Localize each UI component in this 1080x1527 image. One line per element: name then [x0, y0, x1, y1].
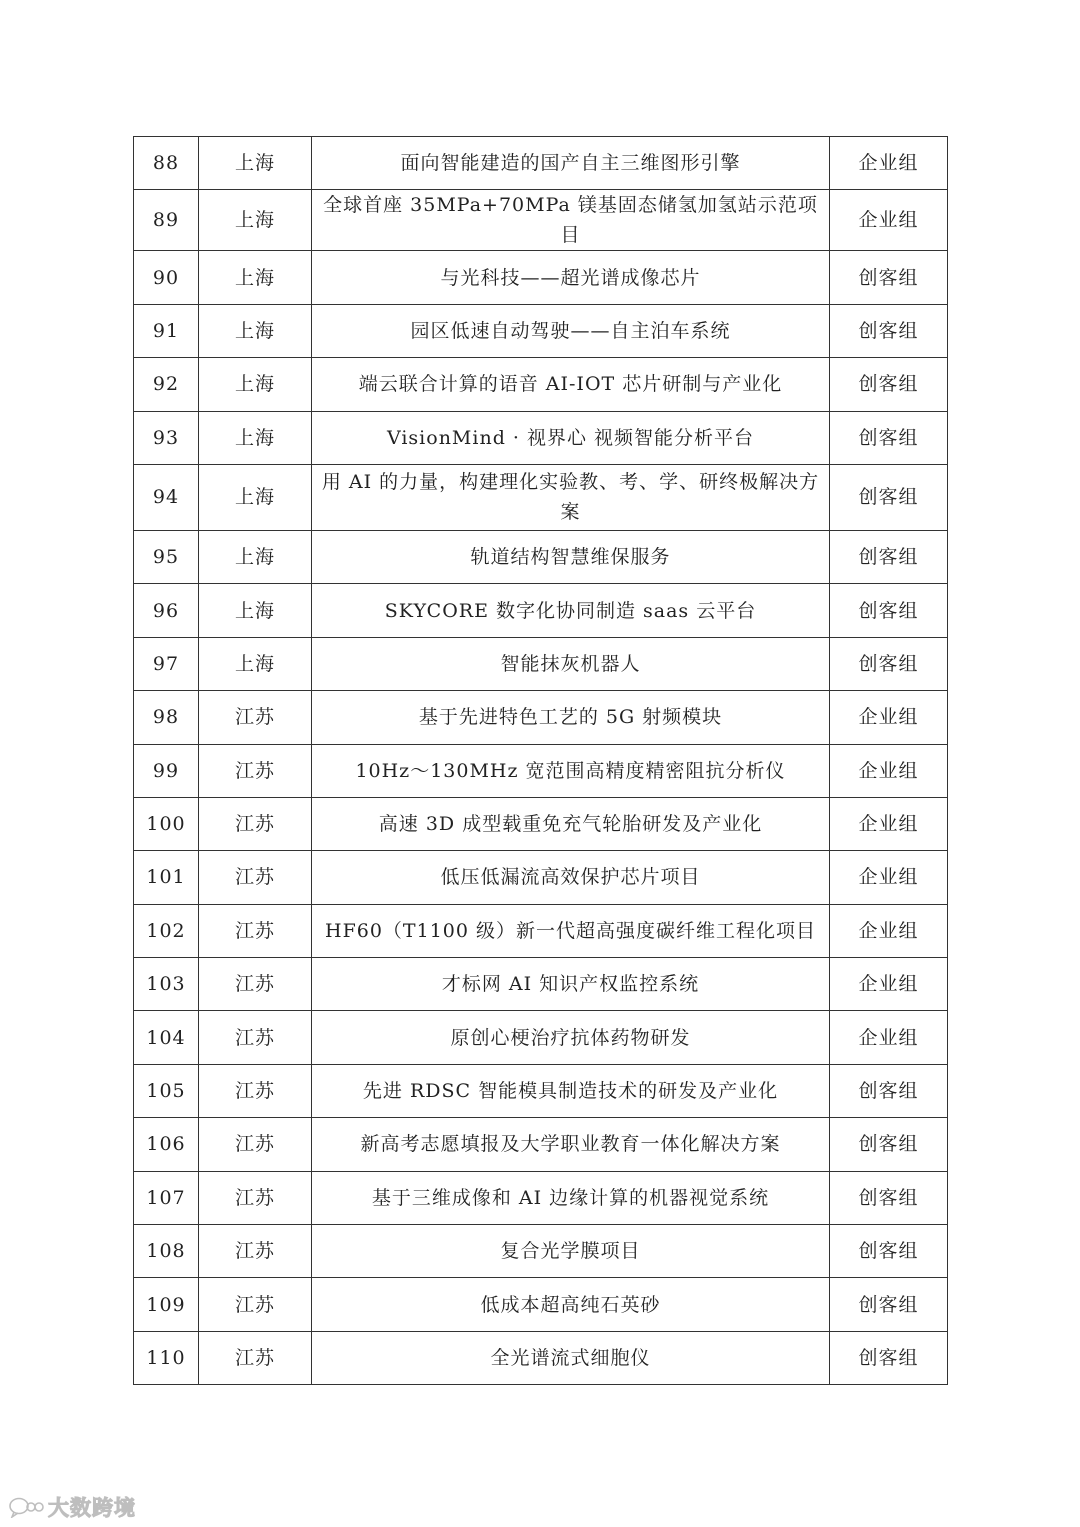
row-group: 创客组 — [830, 304, 948, 357]
table-row — [134, 137, 948, 190]
row-group: 创客组 — [830, 530, 948, 583]
table-row — [134, 251, 948, 304]
row-group: 创客组 — [830, 1171, 948, 1224]
row-project: 新高考志愿填报及大学职业教育一体化解决方案 — [312, 1118, 830, 1171]
row-project: 高速 3D 成型载重免充气轮胎研发及产业化 — [312, 797, 830, 850]
row-region: 上海 — [199, 358, 312, 411]
watermark — [8, 1492, 136, 1522]
row-project: 低成本超高纯石英砂 — [312, 1278, 830, 1331]
row-project: 用 AI 的力量，构建理化实验教、考、学、研终极解决方案 — [312, 464, 830, 530]
table-row — [134, 304, 948, 357]
row-group: 创客组 — [830, 584, 948, 637]
row-region: 上海 — [199, 530, 312, 583]
row-group: 企业组 — [830, 744, 948, 797]
table-row — [134, 691, 948, 744]
row-group: 企业组 — [830, 137, 948, 190]
row-number: 98 — [134, 691, 199, 744]
row-number: 97 — [134, 637, 199, 690]
row-number: 88 — [134, 137, 199, 190]
row-number: 89 — [134, 190, 199, 251]
row-project: 智能抹灰机器人 — [312, 637, 830, 690]
row-group: 创客组 — [830, 464, 948, 530]
table-row — [134, 1118, 948, 1171]
row-group: 企业组 — [830, 691, 948, 744]
table-row — [134, 958, 948, 1011]
row-project: 10Hz～130MHz 宽范围高精度精密阻抗分析仪 — [312, 744, 830, 797]
row-project: 先进 RDSC 智能模具制造技术的研发及产业化 — [312, 1064, 830, 1117]
row-region: 上海 — [199, 411, 312, 464]
row-project: HF60（T1100 级）新一代超高强度碳纤维工程化项目 — [312, 904, 830, 957]
row-region: 江苏 — [199, 1278, 312, 1331]
row-project: 全球首座 35MPa+70MPa 镁基固态储氢加氢站示范项目 — [312, 190, 830, 251]
row-number: 91 — [134, 304, 199, 357]
row-region: 江苏 — [199, 958, 312, 1011]
row-project: VisionMind · 视界心 视频智能分析平台 — [312, 411, 830, 464]
row-number: 90 — [134, 251, 199, 304]
row-region: 江苏 — [199, 1225, 312, 1278]
table-row — [134, 190, 948, 251]
row-group: 企业组 — [830, 190, 948, 251]
row-region: 江苏 — [199, 1064, 312, 1117]
chat-bubble-logo-icon — [8, 1496, 44, 1518]
row-project: 面向智能建造的国产自主三维图形引擎 — [312, 137, 830, 190]
table-row — [134, 530, 948, 583]
row-group: 创客组 — [830, 1225, 948, 1278]
row-number: 103 — [134, 958, 199, 1011]
table-row — [134, 1064, 948, 1117]
table-body — [134, 137, 948, 1385]
row-group: 创客组 — [830, 1118, 948, 1171]
row-group: 创客组 — [830, 411, 948, 464]
row-group: 企业组 — [830, 851, 948, 904]
row-number: 100 — [134, 797, 199, 850]
row-region: 上海 — [199, 137, 312, 190]
table-row — [134, 1011, 948, 1064]
row-number: 96 — [134, 584, 199, 637]
row-region: 上海 — [199, 464, 312, 530]
row-number: 94 — [134, 464, 199, 530]
table-row — [134, 1331, 948, 1384]
table-row — [134, 904, 948, 957]
row-group: 企业组 — [830, 797, 948, 850]
row-group: 企业组 — [830, 1011, 948, 1064]
row-region: 江苏 — [199, 1331, 312, 1384]
table-row — [134, 584, 948, 637]
row-project: 低压低漏流高效保护芯片项目 — [312, 851, 830, 904]
row-number: 105 — [134, 1064, 199, 1117]
row-region: 江苏 — [199, 691, 312, 744]
table-row — [134, 1171, 948, 1224]
table-row — [134, 797, 948, 850]
row-group: 创客组 — [830, 358, 948, 411]
row-number: 110 — [134, 1331, 199, 1384]
row-group: 创客组 — [830, 1064, 948, 1117]
row-region: 上海 — [199, 251, 312, 304]
row-project: 端云联合计算的语音 AI-IOT 芯片研制与产业化 — [312, 358, 830, 411]
row-region: 江苏 — [199, 851, 312, 904]
row-region: 上海 — [199, 190, 312, 251]
table-row — [134, 1278, 948, 1331]
row-group: 企业组 — [830, 904, 948, 957]
row-number: 109 — [134, 1278, 199, 1331]
row-project: 基于先进特色工艺的 5G 射频模块 — [312, 691, 830, 744]
row-project: 轨道结构智慧维保服务 — [312, 530, 830, 583]
row-region: 上海 — [199, 584, 312, 637]
table-row — [134, 744, 948, 797]
row-project: 复合光学膜项目 — [312, 1225, 830, 1278]
row-number: 106 — [134, 1118, 199, 1171]
row-project: 园区低速自动驾驶——自主泊车系统 — [312, 304, 830, 357]
project-table — [133, 136, 948, 1385]
row-number: 104 — [134, 1011, 199, 1064]
row-project: 原创心梗治疗抗体药物研发 — [312, 1011, 830, 1064]
row-number: 99 — [134, 744, 199, 797]
row-number: 101 — [134, 851, 199, 904]
table-row — [134, 637, 948, 690]
row-number: 108 — [134, 1225, 199, 1278]
row-region: 江苏 — [199, 1171, 312, 1224]
row-number: 92 — [134, 358, 199, 411]
row-region: 江苏 — [199, 904, 312, 957]
row-group: 创客组 — [830, 1331, 948, 1384]
row-group: 创客组 — [830, 251, 948, 304]
row-region: 上海 — [199, 304, 312, 357]
row-project: SKYCORE 数字化协同制造 saas 云平台 — [312, 584, 830, 637]
table-row — [134, 358, 948, 411]
row-region: 上海 — [199, 637, 312, 690]
row-project: 基于三维成像和 AI 边缘计算的机器视觉系统 — [312, 1171, 830, 1224]
row-number: 102 — [134, 904, 199, 957]
row-group: 企业组 — [830, 958, 948, 1011]
table-row — [134, 851, 948, 904]
row-number: 95 — [134, 530, 199, 583]
row-project: 全光谱流式细胞仪 — [312, 1331, 830, 1384]
row-region: 江苏 — [199, 1118, 312, 1171]
row-group: 创客组 — [830, 1278, 948, 1331]
row-project: 才标网 AI 知识产权监控系统 — [312, 958, 830, 1011]
watermark-text: 大数跨境 — [48, 1496, 136, 1520]
table-row — [134, 1225, 948, 1278]
row-number: 107 — [134, 1171, 199, 1224]
row-number: 93 — [134, 411, 199, 464]
row-region: 江苏 — [199, 744, 312, 797]
row-region: 江苏 — [199, 1011, 312, 1064]
row-project: 与光科技——超光谱成像芯片 — [312, 251, 830, 304]
table-row — [134, 464, 948, 530]
row-group: 创客组 — [830, 637, 948, 690]
row-region: 江苏 — [199, 797, 312, 850]
table-row — [134, 411, 948, 464]
